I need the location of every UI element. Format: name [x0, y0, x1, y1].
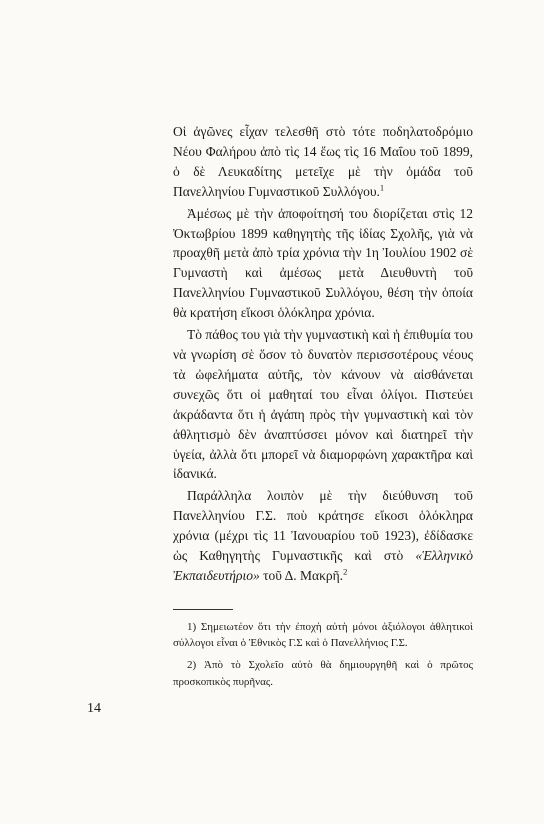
footnote-2: 2) Ἀπὸ τὸ Σχολεῖο αὐτὸ θὰ δημιουργηθῆ καὶ ὁ πρῶτος προσκοπικὸς πυρῆνας. — [173, 659, 473, 688]
paragraph-2: Ἀμέσως μὲ τὴν ἀποφοίτησή του διορίζεται στὶς 12 Ὀκτωβρίου 1899 καθηγητὴς τῆς ἰδίας Σχολῆς, γιὰ νὰ προαχθῆ μετὰ ἀπὸ τρία χρόνια τὴν 1η Ἰουλίου 1902 σὲ Γυμναστὴ καὶ ἀμέσως μετὰ Διευθυντὴ τοῦ Πανελληνίου Γυμναστικοῦ Συλλόγου, θέση τὴν ὁποία θὰ κρατήση εἴκοσι ὁλόκληρα χρόνια. — [173, 205, 473, 321]
page-number: 14 — [87, 701, 101, 716]
footnote-ref-1: 1 — [379, 182, 385, 193]
school-name: «Ἑλληνικὸ Ἐκπαιδευτήριο» — [173, 548, 473, 583]
paragraph-1 — [173, 122, 473, 202]
footnote-divider — [173, 609, 233, 610]
main-text — [173, 122, 473, 586]
footnote-ref-2: 2 — [343, 566, 348, 577]
paragraph-4 — [173, 486, 473, 586]
paragraph-4-end: τοῦ Δ. Μακρῆ. — [263, 567, 344, 583]
paragraph-4-text: Παράλληλα λοιπὸν μὲ τὴν διεύθυνση τοῦ Πανελληνίου Γ.Σ. ποὺ κράτησε εἴκοσι ὁλόκληρα χρόνια (μέχρι τὶς 11 Ἰανουαρίου τοῦ 1923), ἐδίδασκε ὡς Καθηγητὴς Γυμναστικῆς καὶ στὸ — [173, 488, 473, 564]
footnotes — [173, 619, 473, 690]
paragraph-3: Τὸ πάθος του γιὰ τὴν γυμναστικὴ καὶ ἡ ἐπιθυμία του νὰ γνωρίση σὲ ὅσον τὸ δυνατὸν περισσοτέρους νέους τὰ ὠφελήματα αὐτῆς, τὸν κάνουν νὰ αἰσθάνεται συνεχῶς ὅτι οἱ μαθηταί του εἶναι ὀλίγοι. Πιστεύει ἀκράδαντα ὅτι ἡ ἀγάπη πρὸς τὴν γυμναστικὴ καὶ τὸν ἀθλητισμὸ δὲν ἀναπτύσσει μόνον καὶ διατηρεῖ τὴν ὑγεία, ἀλλὰ ὅτι μπορεῖ νὰ διαμορφώνη χαρακτῆρα καὶ ἰδανικά. — [173, 327, 473, 482]
footnote-1: 1) Σημειωτέον ὅτι τὴν ἐποχὴ αὐτὴ μόνοι ἀξιόλογοι ἀθλητικοὶ σύλλογοι εἶναι ὁ Ἐθνικὸς Γ.Σ καὶ ὁ Πανελλήνιος Γ.Σ. — [173, 621, 473, 650]
paragraph-1-text: Οἱ ἀγῶνες εἶχαν τελεσθῆ στὸ τότε ποδηλατοδρόμιο Νέου Φαλήρου ἀπὸ τὶς 14 ἕως τὶς 16 Μαΐου τοῦ 1899, ὁ δὲ Λευκαδίτης μετεῖχε μὲ τὴν ὁμάδα τοῦ Πανελληνίου Γυμναστικοῦ Συλλόγου. — [173, 124, 473, 199]
